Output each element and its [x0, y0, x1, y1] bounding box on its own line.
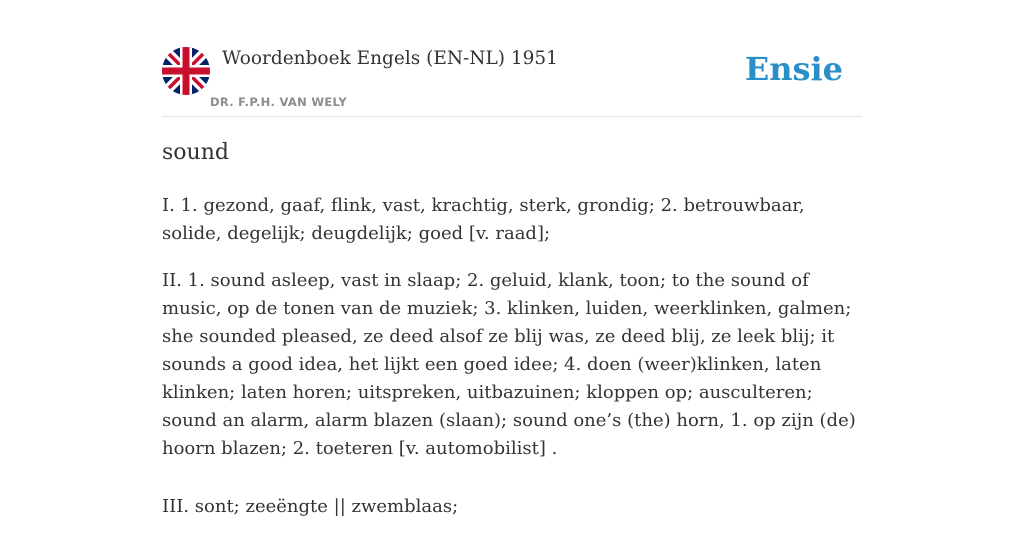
dictionary-title[interactable]: Woordenboek Engels (EN-NL) 1951 [222, 48, 558, 69]
ensie-logo[interactable]: Ensie [744, 50, 843, 88]
dictionary-header [162, 47, 862, 117]
entry-headword: sound [162, 140, 229, 165]
dictionary-author: DR. F.P.H. VAN WELY [210, 95, 347, 109]
definition-2: II. 1. sound asleep, vast in slaap; 2. geluid, klank, toon; to the sound of music, op de tonen van de muziek; 3. klinken, luiden, weerklinken, galmen; she sounded pleased, ze deed alsof ze blij was, ze deed blij, ze leek blij; it sounds a good idea, het lijkt een goed idee; 4. doen (weer)klinken, laten klinken; laten horen; uitspreken, uitbazuinen; kloppen op; ausculteren; sound an alarm, alarm blazen (slaan); sound one’s (the) horn, 1. op zijn (de) hoorn blazen; 2. toeteren [v. automobilist] . [162, 270, 856, 459]
uk-flag-icon [162, 47, 210, 95]
definition-3: III. sont; zeeëngte || zwemblaas; [162, 496, 459, 517]
definition-1: I. 1. gezond, gaaf, flink, vast, krachtig, sterk, grondig; 2. betrouwbaar, solide, degelijk; deugdelijk; goed [v. raad]; [162, 195, 805, 244]
entry-definitions [162, 192, 862, 540]
